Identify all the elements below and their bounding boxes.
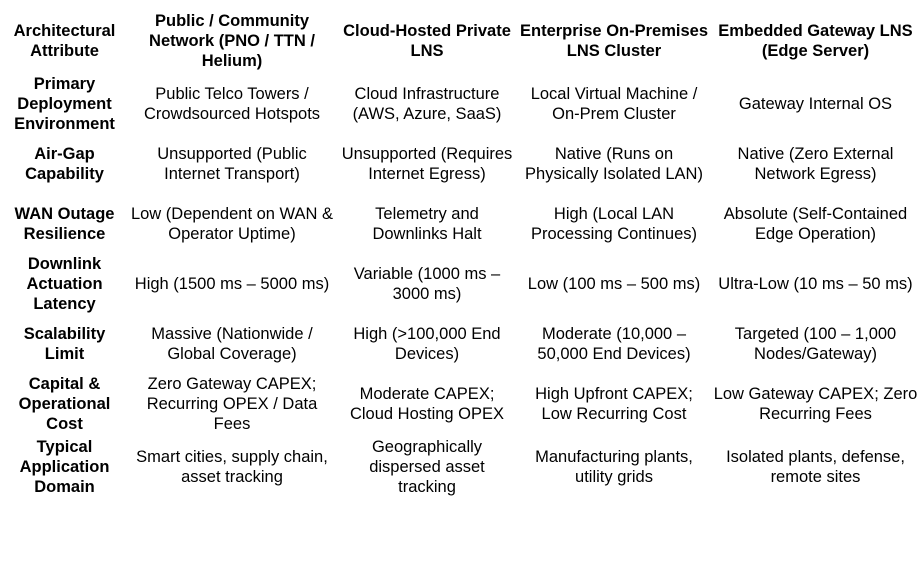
table-cell: Low Gateway CAPEX; Zero Recurring Fees <box>713 385 918 423</box>
table-cell: High Upfront CAPEX; Low Recurring Cost <box>535 385 693 423</box>
table-row <box>2 194 920 254</box>
table-cell: Variable (1000 ms – 3000 ms) <box>353 265 501 303</box>
table-cell: High (Local LAN Processing Continues) <box>531 205 697 243</box>
table-cell: Isolated plants, defense, remote sites <box>726 448 905 486</box>
table-cell: Public Telco Towers / Crowdsourced Hotspots <box>143 85 321 123</box>
table-row <box>2 374 920 434</box>
table-cell: Moderate (10,000 – 50,000 End Devices) <box>537 325 691 363</box>
table-cell: Ultra-Low (10 ms – 50 ms) <box>718 275 913 293</box>
lns-architecture-comparison-table <box>2 8 920 500</box>
column-header-on-prem-lns: Enterprise On-Premises LNS Cluster <box>520 22 708 60</box>
table-row <box>2 434 920 500</box>
column-header-public-network: Public / Community Network (PNO / TTN / Helium) <box>149 12 315 70</box>
table-cell: Massive (Nationwide / Global Coverage) <box>151 325 313 363</box>
table-cell: Cloud Infrastructure (AWS, Azure, SaaS) <box>352 85 502 123</box>
row-label: Capital & Operational Cost <box>18 375 111 433</box>
row-label: WAN Outage Resilience <box>14 205 115 243</box>
table-cell: Low (100 ms – 500 ms) <box>527 275 701 293</box>
table-cell: Moderate CAPEX; Cloud Hosting OPEX <box>349 385 505 423</box>
table-header-row <box>2 8 920 74</box>
table-cell: Targeted (100 – 1,000 Nodes/Gateway) <box>734 325 897 363</box>
table-cell: High (1500 ms – 5000 ms) <box>134 275 330 293</box>
table-cell: Absolute (Self-Contained Edge Operation) <box>723 205 908 243</box>
table-cell: Unsupported (Public Internet Transport) <box>157 145 307 183</box>
row-label: Scalability Limit <box>23 325 106 363</box>
table-cell: Smart cities, supply chain, asset tracking <box>136 448 328 486</box>
table-cell: Manufacturing plants, utility grids <box>535 448 693 486</box>
table-cell: High (>100,000 End Devices) <box>353 325 501 363</box>
column-header-attribute: Architectural Attribute <box>13 22 116 60</box>
table-cell: Local Virtual Machine / On-Prem Cluster <box>530 85 698 123</box>
row-label: Air-Gap Capability <box>25 145 104 183</box>
table-cell: Native (Runs on Physically Isolated LAN) <box>525 145 703 183</box>
table-cell: Telemetry and Downlinks Halt <box>372 205 482 243</box>
table-row <box>2 254 920 314</box>
row-label: Primary Deployment Environment <box>14 75 115 133</box>
column-header-embedded-lns: Embedded Gateway LNS (Edge Server) <box>718 22 913 60</box>
row-label: Downlink Actuation Latency <box>26 255 103 313</box>
table-cell: Zero Gateway CAPEX; Recurring OPEX / Data Fees <box>146 375 318 433</box>
table-cell: Native (Zero External Network Egress) <box>737 145 894 183</box>
table-cell: Unsupported (Requires Internet Egress) <box>341 145 513 183</box>
table-row <box>2 314 920 374</box>
table-cell: Low (Dependent on WAN & Operator Uptime) <box>130 205 334 243</box>
table-row <box>2 74 920 134</box>
table-cell: Geographically dispersed asset tracking <box>369 438 485 496</box>
table-cell: Gateway Internal OS <box>738 95 893 113</box>
row-label: Typical Application Domain <box>19 438 110 496</box>
column-header-cloud-lns: Cloud-Hosted Private LNS <box>343 22 511 60</box>
table-row <box>2 134 920 194</box>
